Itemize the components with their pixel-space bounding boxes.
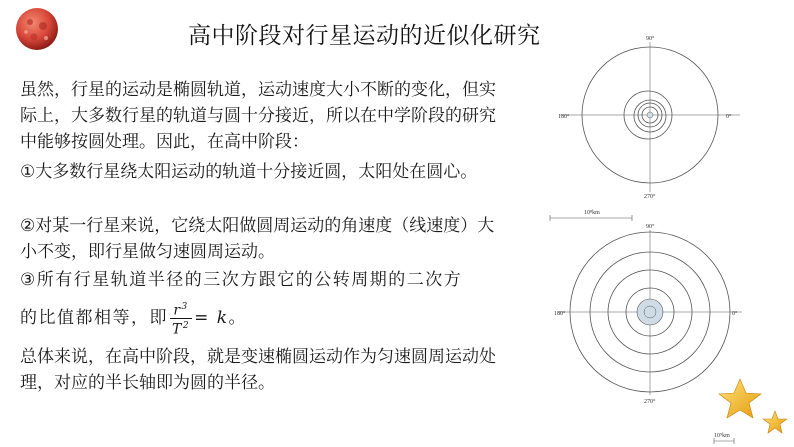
fraction-denominator: T: [172, 321, 183, 338]
summary-paragraph: 总体来说，在高中阶段，就是变速椭圆运动作为匀速圆周运动处理，对应的半长轴即为圆的半径。: [20, 347, 496, 393]
kepler-formula-line: [20, 300, 247, 336]
page-title: 高中阶段对行星运动的近似化研究: [188, 23, 541, 49]
deg-270-label: 270°: [644, 194, 656, 200]
deg-90-label: 90°: [646, 36, 655, 42]
numerator-exponent: 3: [181, 302, 189, 312]
kepler-fraction: [170, 300, 192, 336]
inner-orbits-diagram: [540, 32, 760, 222]
fraction-numerator: r: [173, 302, 182, 319]
scale-label-top: 10⁸km: [584, 210, 600, 216]
scale-label-bottom: 10⁹km: [714, 433, 730, 439]
deg-90-label-bottom: 90°: [646, 224, 655, 230]
formula-rhs: = k: [194, 308, 229, 329]
formula-prefix: 的比值都相等，即: [20, 308, 168, 329]
point-2: ②对某一行星来说，它绕太阳做圆周运动的角速度（线速度）大小不变，即行星做匀速圆周运动。: [20, 216, 495, 262]
deg-0-label: 0°: [726, 114, 732, 120]
deg-270-label-bottom: 270°: [644, 399, 656, 405]
intro-paragraph: 虽然，行星的运动是椭圆轨道，运动速度大小不断的变化，但实际上，大多数行星的轨道与圆十分接近，所以在中学阶段的研究中能够按圆处理。因此，在高中阶段：: [20, 80, 496, 152]
deg-0-label-bottom: 0°: [732, 311, 738, 317]
point-3: ③所有行星轨道半径的三次方跟它的公转周期的二次方: [20, 270, 463, 290]
denominator-exponent: 2: [182, 320, 191, 331]
formula-suffix: 。: [228, 308, 248, 329]
gold-stars-icon: [712, 375, 794, 447]
deg-180-label: 180°: [558, 114, 570, 120]
deg-180-label-bottom: 180°: [554, 311, 566, 317]
red-planet-icon: [12, 4, 62, 54]
point-1: ①大多数行星绕太阳运动的轨道十分接近圆，太阳处在圆心。: [20, 162, 478, 182]
